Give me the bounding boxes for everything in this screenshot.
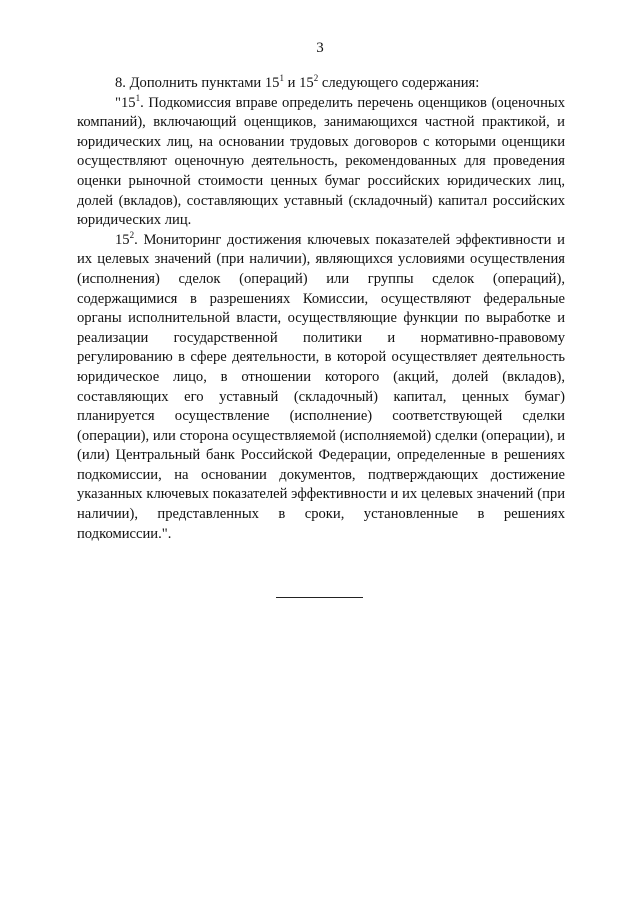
item-15-1-number: "15 (115, 94, 136, 111)
item-15-1-sup: 1 (135, 92, 141, 103)
end-divider (276, 597, 363, 598)
intro-sup-1: 1 (279, 73, 284, 84)
intro-sup-2: 2 (313, 73, 319, 84)
intro-text-before: 8. Дополнить пунктами 15 (115, 75, 280, 91)
intro-text-after: следующего содержания: (318, 75, 480, 91)
item-15-2-text: . Мониторинг достижения ключевых показателей эффективности и их целевых значений (при наличии), являющихся условиями осуществления (исполнения) сделок (операций) или группы сделок (операций), содержащимися в разрешениях Комиссии, осуществляют федеральные органы исполнительной власти, осуществляющие функции по выработке и реализации государственной политики и нормативно-правовому регулированию в сфере деятельности, в которой осуществляет деятельность юридическое лицо, в отношении которого (акций, долей (вкладов), составляющих его уставный (складочный) капитал, ценных бумаг) планируется осуществление (исполнение) соответствующей сделки (операции), или сторона осуществляемой (исполняемой) сделки (операции), и (или) Центральный банк Российской Федерации, определенные в решениях подкомиссии, на основании документов, подтверждающих достижение указанных ключевых показателей эффективности и их целевых значений (при наличии), представленных в сроки, установленные в решениях подкомиссии.". (77, 231, 565, 542)
amendment-intro (77, 74, 565, 94)
document-body (77, 74, 565, 544)
item-15-2 (77, 231, 565, 545)
item-15-2-sup: 2 (129, 229, 135, 240)
item-15-1-text: . Подкомиссия вправе определить перечень оценщиков (оценочных компаний), включающий оценщиков, занимающихся частной практикой, и юридических лиц, на основании трудовых договоров с которыми оценщики осуществляют оценочную деятельность, рекомендованных для проведения оценки рыночной стоимости ценных бумаг российских юридических лиц, долей (вкладов), составляющих уставный (складочный) капитал российских юридических лиц. (77, 94, 565, 229)
item-15-2-number: 15 (115, 231, 130, 248)
item-15-1 (77, 94, 565, 231)
page-number: 3 (316, 40, 324, 56)
intro-text-middle: и 15 (283, 75, 314, 91)
